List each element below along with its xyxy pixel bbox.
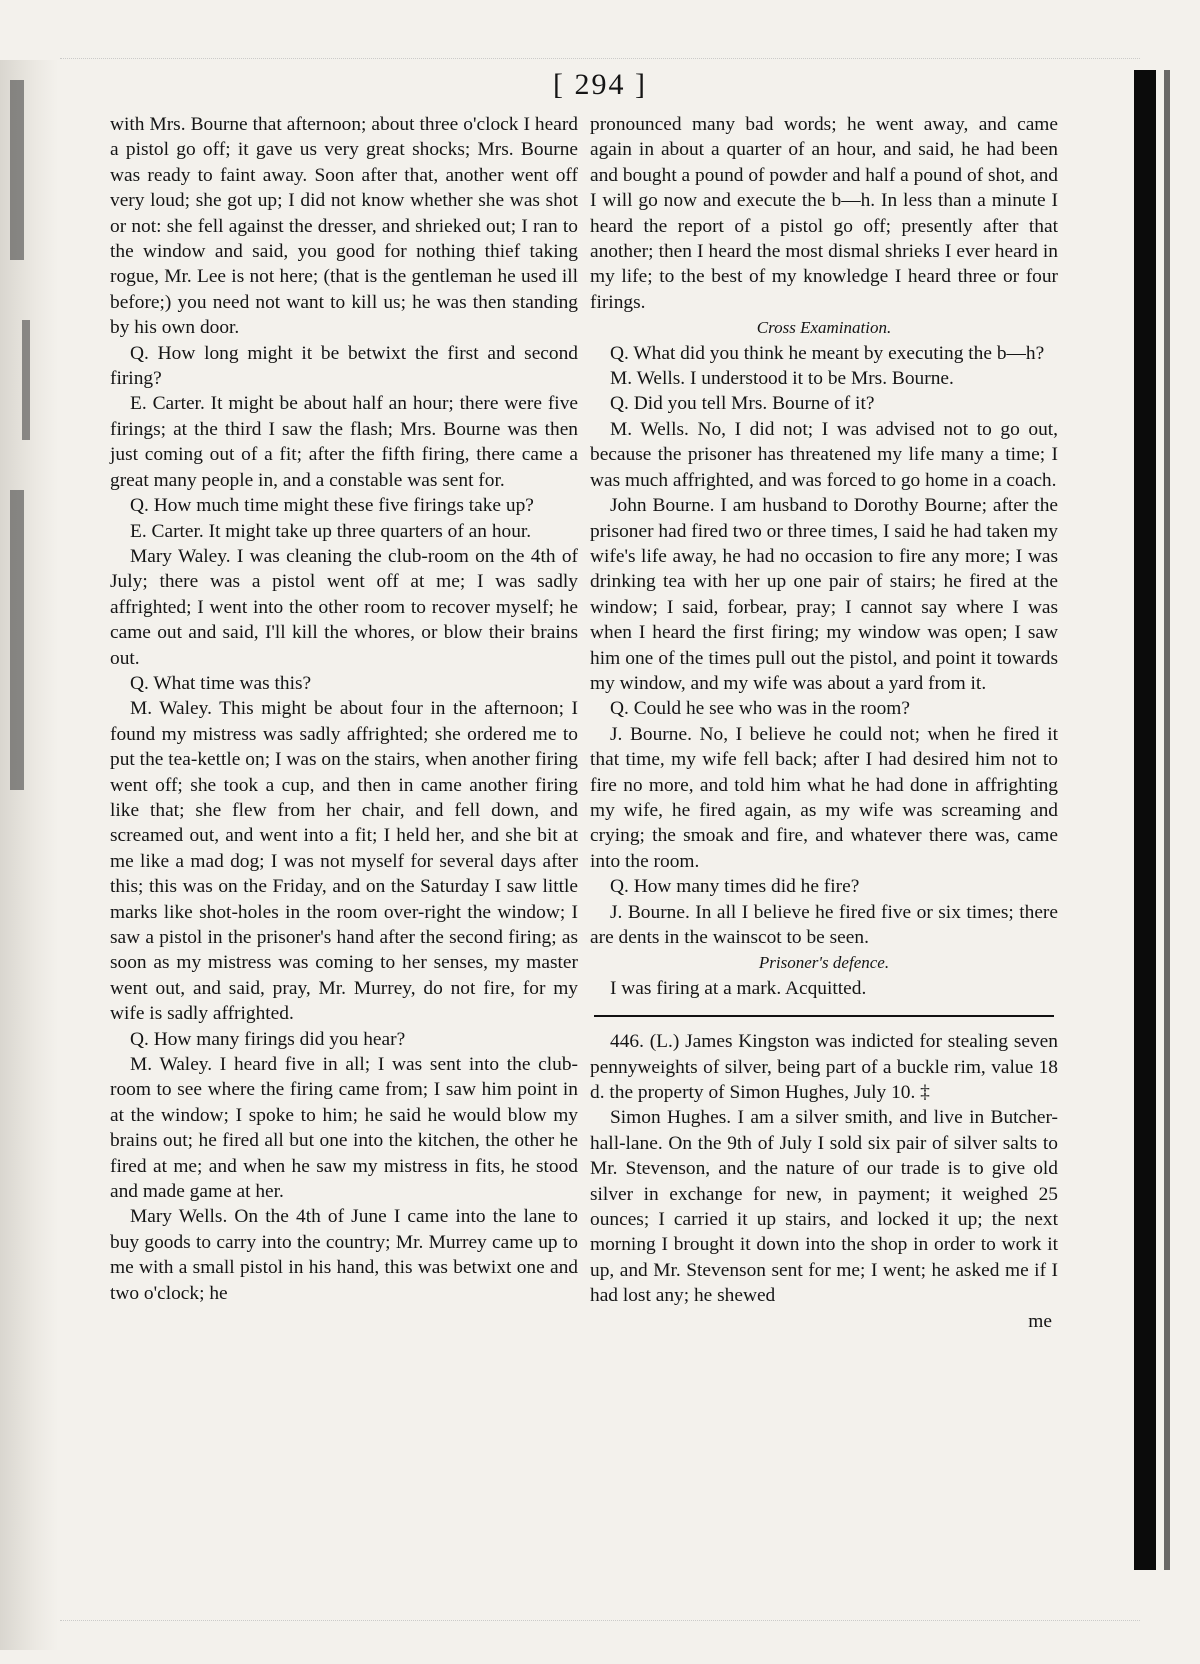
defence-heading: Prisoner's defence. — [758, 953, 890, 973]
next-case-body — [590, 1029, 1058, 1308]
cross-examination-heading: Cross Examination. — [756, 318, 892, 338]
right-binding-shadow — [1164, 70, 1170, 1570]
paragraph: Mary Wells. On the 4th of June I came into the lane to buy goods to carry into the country; Mr. Murrey came up to me with a small pistol in his hand, this was betwixt one and two o'clock; he — [110, 1206, 578, 1304]
defence-text: I was firing at a mark. Acquitted. — [610, 977, 867, 999]
section-divider — [594, 1015, 1054, 1017]
page-number: [ 294 ] — [553, 68, 647, 101]
paragraph: M. Wells. No, I did not; I was advised not to go out, because the prisoner has threatened my life many a time; I was much affrighted, and was forced to go home in a coach. — [590, 418, 1058, 491]
cross-examination-body — [590, 341, 1058, 951]
left-column — [110, 112, 578, 1306]
margin-mark — [22, 320, 30, 440]
top-scan-noise — [60, 58, 1140, 61]
paragraph: Q. How many times did he fire? — [610, 876, 860, 898]
paragraph: M. Waley. I heard five in all; I was sent into the club-room to see where the firing came from; I saw him point in at the window; I spoke to him; he said he would blow my brains out; he fired all but one into the kitchen, the other he fired at me; and when he saw my mistress in fits, he stood and made game at her. — [110, 1054, 578, 1203]
paragraph: E. Carter. It might be about half an hour; there were five firings; at the third I saw the flash; Mrs. Bourne was then just coming out of a fit; after the fifth firing, there came a great many people in, and a constable was sent for. — [110, 393, 578, 491]
paragraph: Q. Could he see who was in the room? — [610, 698, 910, 720]
paragraph: John Bourne. I am husband to Dorothy Bourne; after the prisoner had fired two or three times, I said he had taken my wife's life away, he had no occasion to fire any more; I was drinking tea with her up one pair of stairs; he fired at the window; I said, forbear, pray; I cannot say where I was when I heard the first firing; my window was open; I saw him one of the times pull out the pistol, and point it towards my window, and my wife was about a yard from it. — [590, 495, 1058, 694]
paragraph: Q. How much time might these five firings take up? — [130, 495, 534, 517]
paragraph: 446. (L.) James Kingston was indicted for stealing seven pennyweights of silver, being part of a buckle rim, value 18 d. the property of Simon Hughes, July 10. ‡ — [590, 1031, 1058, 1104]
left-margin-scan-edge — [0, 60, 58, 1650]
paragraph: Simon Hughes. I am a silver smith, and live in Butcher-hall-lane. On the 9th of July I sold six pair of silver salts to Mr. Stevenson, and the nature of our trade is to give old silver in exchange for new, in payment; it weighed 25 ounces; I carried it up stairs, and locked it up; the next morning I brought it down into the shop in order to work it up, and Mr. Stevenson sent for me; I went; he asked me if I had lost any; he shewed — [590, 1107, 1058, 1307]
paragraph: with Mrs. Bourne that afternoon; about three o'clock I heard a pistol go off; it gave us very great shocks; Mrs. Bourne was ready to faint away. Soon after that, another went off very loud; she got up; I did not know whether she was shot or not: she fell against the dresser, and shrieked out; I ran to the window and said, you good for nothing thief taking rogue, Mr. Lee is not here; (that is the gentleman he used ill before;) you need not want to kill us; he was then standing by his own door. — [110, 114, 578, 339]
paragraph: J. Bourne. No, I believe he could not; when he fired it that time, my wife fell back; after I had desired him not to fire no more, and told him what he had done in affrighting my wife, he fired again, as my wife was screaming and crying; the smoak and fire, and whatever there was, came into the room. — [590, 723, 1058, 872]
bottom-scan-noise — [60, 1620, 1140, 1623]
paragraph: Q. How many firings did you hear? — [130, 1028, 406, 1050]
paragraph: Q. What time was this? — [130, 672, 312, 694]
right-column — [590, 112, 1058, 1334]
paragraph: Q. Did you tell Mrs. Bourne of it? — [610, 393, 875, 415]
paragraph: Mary Waley. I was cleaning the club-room on the 4th of July; there was a pistol went off at me; I was sadly affrighted; I went into the other room to recover myself; he came out and said, I'll kill the whores, or blow their brains out. — [110, 545, 578, 669]
paragraph: Q. What did you think he meant by executing the b—h? — [610, 342, 1045, 364]
margin-mark — [10, 490, 24, 790]
catchword: me — [1028, 1310, 1052, 1332]
paragraph: M. Wells. I understood it to be Mrs. Bourne. — [610, 368, 954, 390]
right-column-continuation — [590, 112, 1058, 315]
margin-mark — [10, 80, 24, 260]
paragraph: M. Waley. This might be about four in the afternoon; I found my mistress was sadly affrighted; she ordered me to put the tea-kettle on; I was on the stairs, when another firing went off; she took a cup, and then in came another firing like that; she flew from her chair, and fell down, and screamed out, and went into a fit; I held her, and she bit at me like a mad dog; I was not myself for several days after this; this was on the Friday, and on the Saturday I saw little marks like shot-holes in the room over-right the window; I saw a pistol in the prisoner's hand after the second firing; as soon as my mistress was coming to her senses, my master went out, and said, pray, Mr. Murrey, do not fire, for my wife is sadly affrighted. — [110, 698, 578, 1025]
paragraph: E. Carter. It might take up three quarters of an hour. — [130, 520, 532, 542]
right-binding-edge — [1134, 70, 1156, 1570]
paragraph: J. Bourne. In all I believe he fired five or six times; there are dents in the wainscot to be seen. — [590, 901, 1058, 948]
paragraph: pronounced many bad words; he went away, and came again in about a quarter of an hour, and said, he had been and bought a pound of powder and half a pound of shot, and I will go now and execute the b—h. In less than a minute I heard the report of a pistol go off; presently after that another; then I heard the most dismal shrieks I ever heard in my life; to the best of my knowledge I heard three or four firings. — [590, 114, 1058, 313]
paragraph: Q. How long might it be betwixt the first and second firing? — [110, 342, 578, 390]
